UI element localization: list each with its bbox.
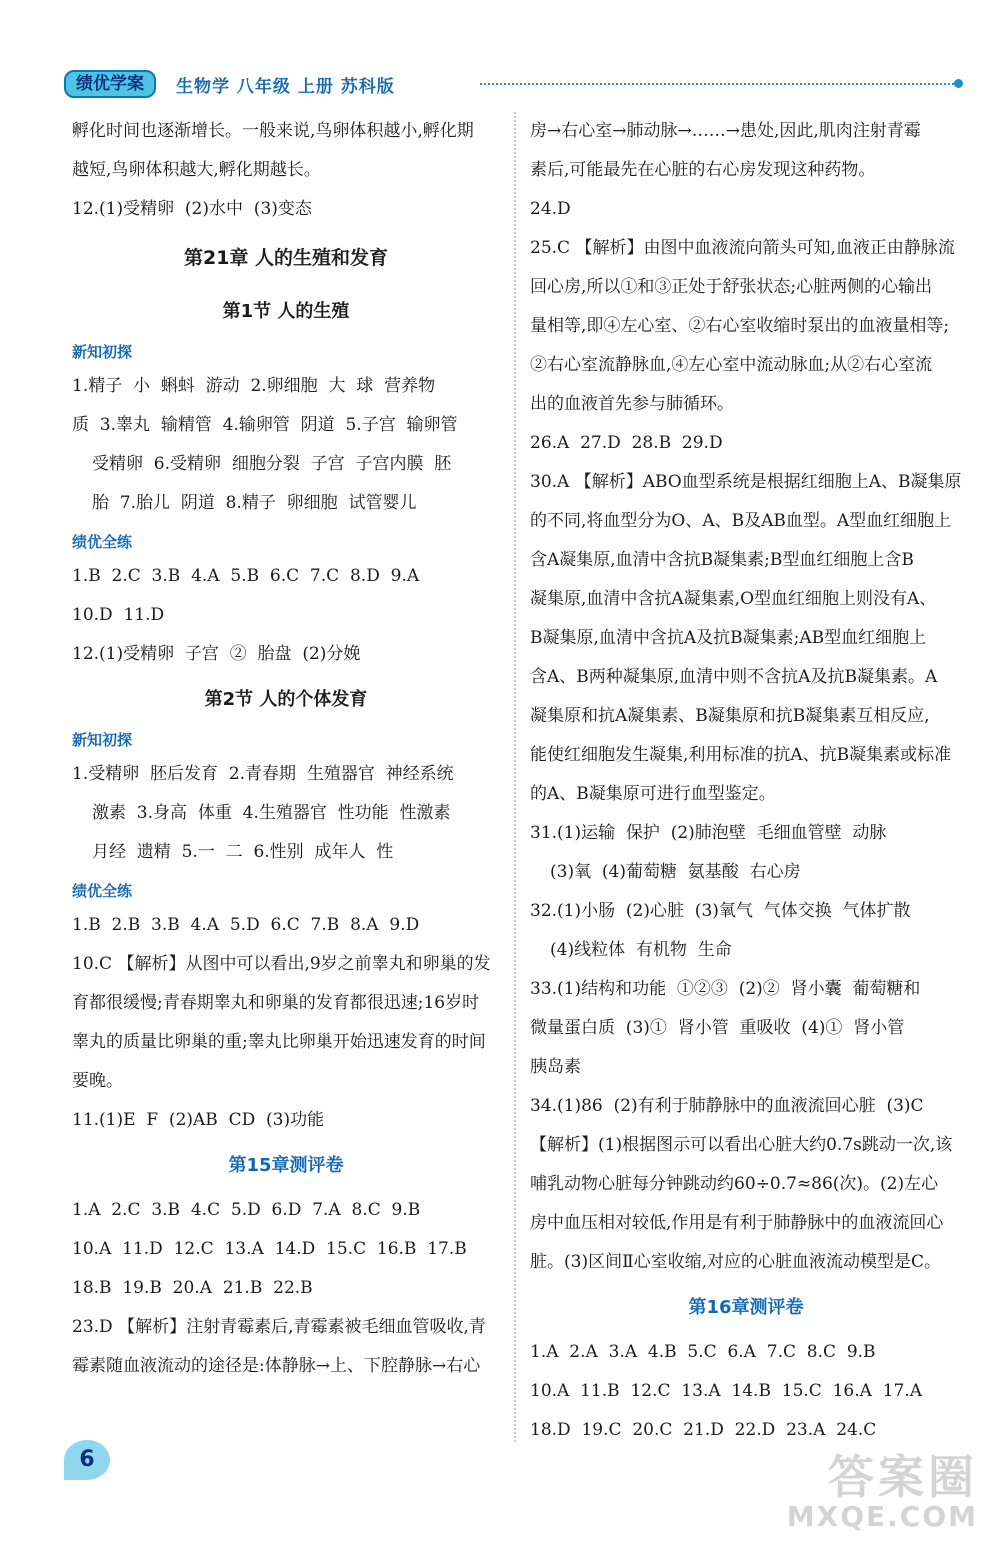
text-line: 房→右心室→肺动脉→……→患处,因此,肌肉注射青霉: [530, 121, 921, 141]
answer-line: 胰岛素: [530, 1057, 581, 1077]
answer-line: 10.D 11.D: [72, 605, 165, 625]
answer-line: 10.A 11.B 12.C 13.A 14.B 15.C 16.A 17.A: [530, 1381, 923, 1401]
chapter-title: 第21章 人的生殖和发育: [183, 247, 389, 269]
answer-line: 霉素随血液流动的途径是:体静脉→上、下腔静脉→右心: [72, 1356, 481, 1376]
subsection-label: 绩优全练: [72, 533, 133, 551]
answer-line: 11.(1)E F (2)AB CD (3)功能: [72, 1110, 325, 1130]
answer-line: 量相等,即④左心室、②右心室收缩时泵出的血液量相等;: [530, 316, 950, 336]
answer-line: 胎 7.胎儿 阴道 8.精子 卵细胞 试管婴儿: [92, 493, 417, 513]
answer-line: 受精卵 6.受精卵 细胞分裂 子宫 子宫内膜 胚: [92, 454, 452, 474]
answer-line: 【解析】(1)根据图示可以看出心脏大约0.7s跳动一次,该: [530, 1135, 953, 1155]
answer-line: 1.A 2.A 3.A 4.B 5.C 6.A 7.C 8.C 9.B: [530, 1342, 876, 1362]
answer-line: 1.B 2.B 3.B 4.A 5.D 6.C 7.B 8.A 9.D: [72, 915, 420, 935]
answer-line: 要晚。: [72, 1071, 123, 1091]
subsection-label: 新知初探: [72, 343, 133, 361]
section-title: 第2节 人的个体发育: [204, 689, 368, 710]
answer-line: 23.D 【解析】注射青霉素后,青霉素被毛细血管吸收,青: [72, 1317, 486, 1337]
answer-line: 的A、B凝集原可进行血型鉴定。: [530, 784, 776, 804]
column-divider: [514, 112, 516, 1442]
watermark-text: 答案圈: [828, 1450, 978, 1504]
subsection-label: 新知初探: [72, 731, 133, 749]
answer-line: 10.C 【解析】从图中可以看出,9岁之前睾丸和卵巢的发: [72, 954, 491, 974]
answer-line: B凝集原,血清中含抗A及抗B凝集素;AB型血红细胞上: [530, 628, 927, 648]
test-title: 第15章测评卷: [228, 1155, 344, 1176]
answer-line: 34.(1)86 (2)有利于肺静脉中的血液流回心脏 (3)C: [530, 1096, 924, 1116]
book-title: 生物学 八年级 上册 苏科版: [176, 77, 395, 97]
answer-line: 哺乳动物心脏每分钟跳动约60÷0.7≈86(次)。(2)左心: [530, 1174, 939, 1194]
answer-line: 1.B 2.C 3.B 4.A 5.B 6.C 7.C 8.D 9.A: [72, 566, 420, 586]
answer-line: 睾丸的质量比卵巢的重;睾丸比卵巢开始迅速发育的时间: [72, 1032, 486, 1052]
answer-line: 含A、B两种凝集原,血清中则不含抗A及抗B凝集素。A: [530, 667, 938, 687]
subsection-label: 绩优全练: [72, 882, 133, 900]
answer-line: 1.受精卵 胚后发育 2.青春期 生殖器官 神经系统: [72, 764, 454, 784]
answer-line: 10.A 11.D 12.C 13.A 14.D 15.C 16.B 17.B: [72, 1239, 467, 1259]
answer-line: 12.(1)受精卵 子宫 ② 胎盘 (2)分娩: [72, 644, 361, 664]
watermark: [787, 1452, 978, 1532]
answer-line: 18.D 19.C 20.C 21.D 22.D 23.A 24.C: [530, 1420, 877, 1440]
answer-line: 房中血压相对较低,作用是有利于肺静脉中的血液流回心: [530, 1213, 944, 1233]
answer-line: 32.(1)小肠 (2)心脏 (3)氧气 气体交换 气体扩散: [530, 901, 911, 921]
left-column: [72, 112, 500, 1386]
answer-line: 月经 遗精 5.一 二 6.性别 成年人 性: [92, 842, 394, 862]
answer-line: 25.C 【解析】由图中血液流向箭头可知,血液正由静脉流: [530, 238, 955, 258]
answer-line: 33.(1)结构和功能 ①②③ (2)② 肾小囊 葡萄糖和: [530, 979, 921, 999]
page-header: [64, 70, 964, 100]
text-line: 孵化时间也逐渐增长。一般来说,鸟卵体积越小,孵化期: [72, 121, 474, 141]
answer-line: 微量蛋白质 (3)① 肾小管 重吸收 (4)① 肾小管: [530, 1018, 905, 1038]
answer-line: 能使红细胞发生凝集,利用标准的抗A、抗B凝集素或标准: [530, 745, 952, 765]
answer-line: 质 3.睾丸 输精管 4.输卵管 阴道 5.子宫 输卵管: [72, 415, 458, 435]
answer-line: 30.A 【解析】ABO血型系统是根据红细胞上A、B凝集原: [530, 472, 962, 492]
answer-line: 育都很缓慢;青春期睾丸和卵巢的发育都很迅速;16岁时: [72, 993, 480, 1013]
brand-logo: 绩优学案: [64, 70, 156, 98]
answer-line: (4)线粒体 有机物 生命: [550, 940, 732, 960]
answer-line: 脏。(3)区间Ⅱ心室收缩,对应的心脏血液流动模型是C。: [530, 1252, 942, 1272]
answer-line: 回心房,所以①和③正处于舒张状态;心脏两侧的心输出: [530, 277, 933, 297]
answer-line: 激素 3.身高 体重 4.生殖器官 性功能 性激素: [92, 803, 451, 823]
header-dotted-rule: [480, 83, 958, 85]
answer-line: 18.B 19.B 20.A 21.B 22.B: [72, 1278, 313, 1298]
section-title: 第1节 人的生殖: [222, 301, 350, 322]
answer-line: 1.精子 小 蝌蚪 游动 2.卵细胞 大 球 营养物: [72, 376, 436, 396]
header-rule-end-dot: [954, 79, 963, 88]
answer-line: 凝集原,血清中含抗A凝集素,O型血红细胞上则没有A、: [530, 589, 937, 609]
answer-line: (3)氧 (4)葡萄糖 氨基酸 右心房: [550, 862, 801, 882]
page-number: 6: [64, 1440, 110, 1480]
text-line: 素后,可能最先在心脏的右心房发现这种药物。: [530, 160, 876, 180]
answer-line: 1.A 2.C 3.B 4.C 5.D 6.D 7.A 8.C 9.B: [72, 1200, 421, 1220]
answer-line: ②右心室流静脉血,④左心室中流动脉血;从②右心室流: [530, 355, 933, 375]
answer-line: 31.(1)运输 保护 (2)肺泡壁 毛细血管壁 动脉: [530, 823, 887, 843]
text-line: 越短,鸟卵体积越大,孵化期越长。: [72, 160, 321, 180]
answer-line: 含A凝集原,血清中含抗B凝集素;B型血红细胞上含B: [530, 550, 914, 570]
answer-line: 12.(1)受精卵 (2)水中 (3)变态: [72, 199, 312, 219]
answer-line: 凝集原和抗A凝集素、B凝集原和抗B凝集素互相反应,: [530, 706, 930, 726]
right-column: [530, 112, 962, 1450]
answer-line: 出的血液首先参与肺循环。: [530, 394, 734, 414]
watermark-url: MXQE.COM: [786, 1500, 978, 1533]
test-title: 第16章测评卷: [688, 1297, 804, 1318]
answer-line: 的不同,将血型分为O、A、B及AB血型。A型血红细胞上: [530, 511, 952, 531]
answer-line: 24.D: [530, 199, 571, 219]
answer-line: 26.A 27.D 28.B 29.D: [530, 433, 723, 453]
